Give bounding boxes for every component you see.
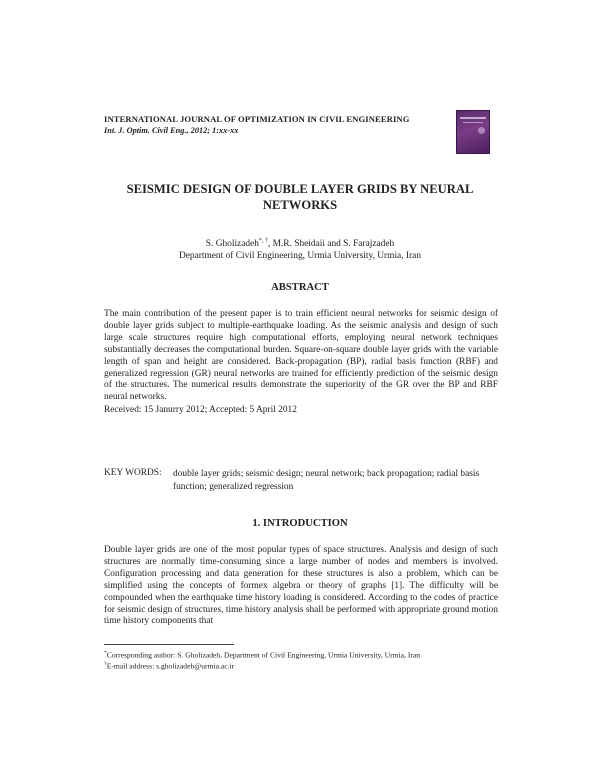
footnote-email-mark: † [104,661,107,667]
footnote-divider [104,644,234,645]
abstract-text: The main contribution of the present paper is to train efficient neural networks for seismic design of double layer grids subject to multiple-earthquake loading. As the seismic analysis and design of such large scale structures require high computational efforts, employing neural network techniques substantially decreases the computational burden. Square-on-square double layer grids with the variable length of span and height are considered. Back-propagation (BP), radial basis function (RBF) and generalized regression (GR) neural networks are trained for efficiently prediction of the seismic design of the structures. The numerical results demonstrate the superiority of the GR over the BP and RBF neural networks. [104,309,498,403]
author-marks: *, † [258,238,268,244]
abstract-heading: ABSTRACT [271,282,329,293]
footnote-email-text: E-mail address: s.gholizadeh@urmia.ac.ir [106,661,235,671]
received-dates: Received: 15 Janurry 2012; Accepted: 5 April 2012 [104,405,297,415]
paper-title: SEISMIC DESIGN OF DOUBLE LAYER GRIDS BY NEURAL NETWORKS [126,182,474,212]
footnote-corr-mark: * [104,650,107,656]
author-first: S. Gholizadeh [205,239,259,250]
keywords-label: KEY WORDS: [104,468,162,478]
introduction-text: Double layer grids are one of the most popular types of space structures. Analysis and design of such structures are normally time-consuming since a large number of nodes and members is involved. Configuration processing and data generation for these structures is also a problem, which can be simplified using the concepts of formex algebra or theory of graphs [1]. The difficulty will be compounded when the earthquake time history loading is considered. According to the codes of practice for seismic design of structures, time history analysis shall be performed with appropriate ground motion time history components that [104,545,498,627]
affiliation: Department of Civil Engineering, Urmia University, Urmia, Iran [178,251,422,261]
author-rest: , M.R. Sheidaii and S. Farajzadeh [267,239,395,250]
footnote-email [104,661,234,671]
author-line [100,238,500,249]
keywords-text: double layer grids; seismic design; neural network; back propagation; radial basis function; generalized regression [173,469,480,492]
footnote-corresponding [104,650,420,660]
journal-name: INTERNATIONAL JOURNAL OF OPTIMIZATION IN CIVIL ENGINEERING [104,114,410,124]
footnote-corr-text: Corresponding author: S. Gholizadeh, Department of Civil Engineering, Urmia University, Urmia, Iran [106,650,421,660]
journal-cover-image [456,110,490,154]
introduction-heading: 1. INTRODUCTION [252,518,348,529]
journal-citation: Int. J. Optim. Civil Eng., 2012; 1:xx-xx [104,126,239,135]
